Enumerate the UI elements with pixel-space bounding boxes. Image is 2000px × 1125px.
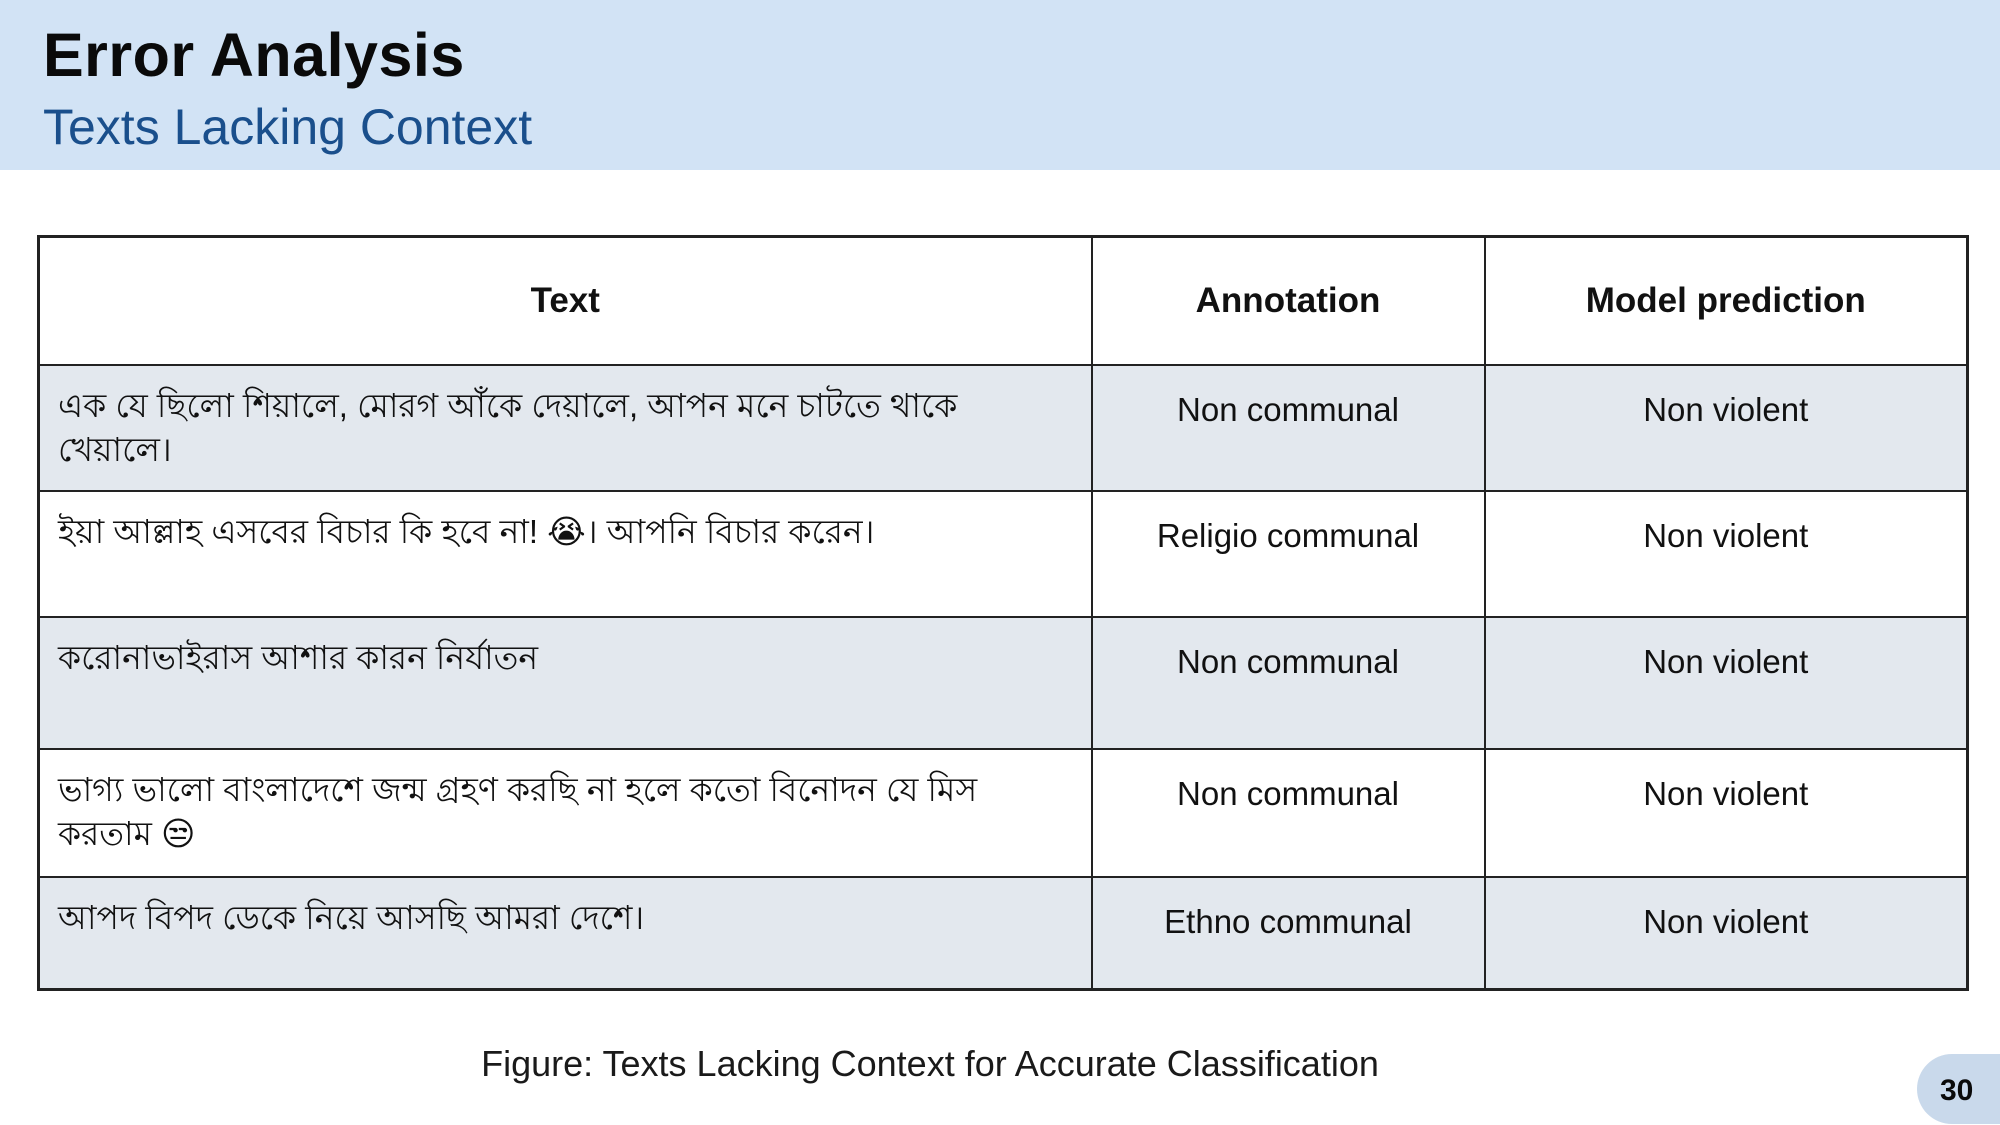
table-header-row <box>39 237 1968 366</box>
page-number: 30 <box>1940 1074 1974 1107</box>
table-row <box>39 365 1968 491</box>
row-prediction-cell: Non violent <box>1485 365 1968 491</box>
figure-caption: Figure: Texts Lacking Context for Accurate Classification <box>481 1043 1379 1084</box>
row-annotation-cell: Ethno communal <box>1092 877 1485 989</box>
row-prediction-cell: Non violent <box>1485 877 1968 989</box>
row-text-cell: ভাগ্য ভালো বাংলাদেশে জন্ম গ্রহণ করছি না হলে কতো বিনোদন যে মিস করতাম 😒 <box>39 749 1092 877</box>
row-prediction-cell: Non violent <box>1485 617 1968 749</box>
table-row <box>39 617 1968 749</box>
row-text-cell: ইয়া আল্লাহ এসবের বিচার কি হবে না! 😭। আপনি বিচার করেন। <box>39 491 1092 617</box>
row-text-cell: করোনাভাইরাস আশার কারন নির্যাতন <box>39 617 1092 749</box>
error-analysis-table <box>37 235 1969 991</box>
table-row <box>39 749 1968 877</box>
row-annotation-cell: Non communal <box>1092 749 1485 877</box>
error-analysis-table-container <box>37 235 1966 987</box>
row-annotation-cell: Religio communal <box>1092 491 1485 617</box>
slide-subtitle: Texts Lacking Context <box>43 99 533 155</box>
table-row <box>39 491 1968 617</box>
row-text-cell: আপদ বিপদ ডেকে নিয়ে আসছি আমরা দেশে। <box>39 877 1092 989</box>
column-header-annotation: Annotation <box>1092 237 1485 366</box>
row-annotation-cell: Non communal <box>1092 617 1485 749</box>
row-prediction-cell: Non violent <box>1485 491 1968 617</box>
row-prediction-cell: Non violent <box>1485 749 1968 877</box>
table-row <box>39 877 1968 989</box>
column-header-model-prediction: Model prediction <box>1485 237 1968 366</box>
slide-title: Error Analysis <box>43 21 465 89</box>
column-header-text: Text <box>39 237 1092 366</box>
row-text-cell: এক যে ছিলো শিয়ালে, মোরগ আঁকে দেয়ালে, আপন মনে চাটতে থাকে খেয়ালে। <box>39 365 1092 491</box>
row-annotation-cell: Non communal <box>1092 365 1485 491</box>
